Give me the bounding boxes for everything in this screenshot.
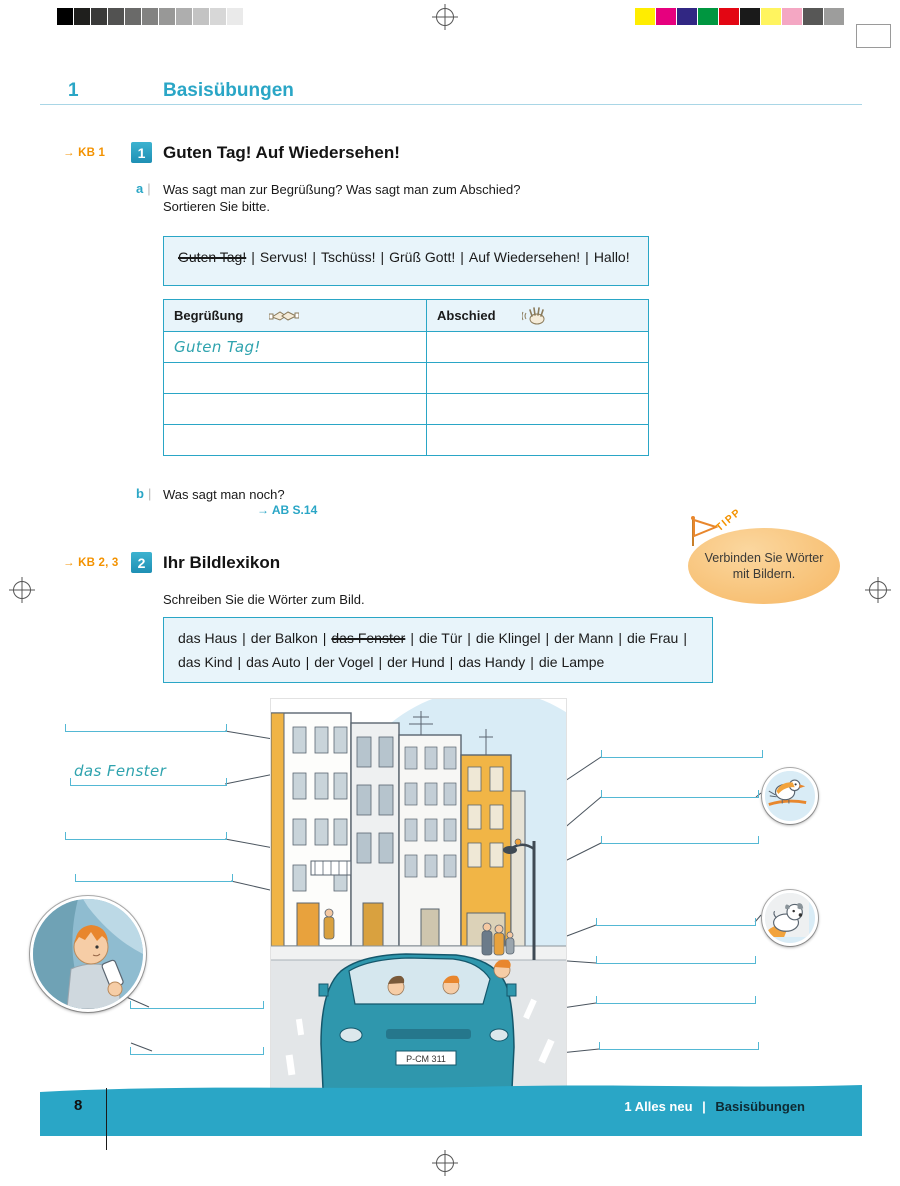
page-number: 8 <box>74 1097 83 1114</box>
wordbank-word: das Auto <box>246 654 301 670</box>
column-header-label: Begrüßung <box>174 308 244 323</box>
answer-blank-left-6[interactable] <box>130 1047 264 1055</box>
wordbank-separator: | <box>545 630 550 646</box>
table-header-begruessung <box>164 300 427 332</box>
wordbank-word: die Lampe <box>538 654 605 670</box>
exercise1-number-badge: 1 <box>131 142 152 163</box>
print-swatch <box>824 8 844 25</box>
print-swatch <box>91 8 107 25</box>
ab-reference-link[interactable]: → AB S.14 <box>257 503 318 517</box>
exercise1-title: Guten Tag! Auf Wiedersehen! <box>163 143 400 162</box>
table-cell[interactable] <box>164 332 427 363</box>
grayscale-print-bar <box>57 8 260 25</box>
wordbank-word: der Hund <box>387 654 445 670</box>
print-swatch <box>159 8 175 25</box>
wordbank-word: Servus! <box>259 249 308 265</box>
word-bank-greetings <box>163 236 649 286</box>
table-header-row <box>164 300 649 332</box>
street-scene-illustration <box>270 698 567 1112</box>
wordbank-word: Grüß Gott! <box>389 249 456 265</box>
tip-text: Verbinden Sie Wörter mit Bildern. <box>704 551 824 581</box>
page-title: Basisübungen <box>163 80 294 101</box>
man-figure <box>324 909 334 939</box>
chapter-number: 1 <box>68 80 79 101</box>
answer-blank-right-1[interactable] <box>601 750 763 758</box>
print-swatch <box>108 8 124 25</box>
answer-blank-left-3[interactable] <box>65 832 227 840</box>
answer-blank-right-5[interactable] <box>596 956 756 964</box>
wordbank-separator: | <box>683 630 687 646</box>
answer-blank-left-1[interactable] <box>65 724 227 732</box>
table-cell[interactable] <box>164 363 427 394</box>
table-cell[interactable] <box>427 394 649 425</box>
part-b-instruction: Was sagt man noch? <box>163 487 285 502</box>
table-header-abschied <box>427 300 649 332</box>
column-header-label: Abschied <box>437 308 496 323</box>
header-rule <box>40 104 862 105</box>
wordbank-separator: | <box>460 249 464 265</box>
wordbank-word: die Klingel <box>475 630 541 646</box>
answer-blank-right-2[interactable] <box>601 790 759 798</box>
print-swatch <box>635 8 655 25</box>
door <box>297 903 319 946</box>
wordbank-word: Tschüss! <box>321 249 376 265</box>
print-swatch <box>244 8 260 25</box>
crosshair-mark-bottom <box>432 1150 458 1176</box>
tipp-flag-icon <box>686 514 720 548</box>
kb-arrow-icon: → <box>63 557 75 569</box>
tipp-flag-label: TIPP <box>713 505 744 535</box>
sorting-table <box>163 299 649 456</box>
print-swatch <box>210 8 226 25</box>
table-row <box>164 332 649 363</box>
part-b-label: b | <box>136 486 152 501</box>
wordbank-word: das Kind <box>178 654 233 670</box>
wordbank-separator: | <box>467 630 471 646</box>
print-swatch <box>782 8 802 25</box>
print-swatch <box>176 8 192 25</box>
bird-on-lamp <box>515 839 521 845</box>
ref-arrow-icon: → <box>257 503 269 517</box>
print-swatch <box>142 8 158 25</box>
wordbank-separator: | <box>530 654 534 670</box>
part-a-label: a | <box>136 181 151 196</box>
kb-reference-1: → KB 1 <box>63 147 106 159</box>
crosshair-mark-right <box>865 577 891 603</box>
print-swatch <box>761 8 781 25</box>
wordbank-word: das Handy <box>458 654 526 670</box>
answer-blank-left-4[interactable] <box>75 874 233 882</box>
answer-blank-right-3[interactable] <box>601 836 759 844</box>
wordbank-separator: | <box>380 249 385 265</box>
print-swatch <box>57 8 73 25</box>
exercise2-number-badge: 2 <box>131 552 152 573</box>
part-a-instruction-1: Was sagt man zur Begrüßung? Was sagt man zum Abschied? <box>163 182 521 197</box>
print-swatch <box>125 8 141 25</box>
print-swatch <box>656 8 676 25</box>
handshake-icon <box>269 308 299 324</box>
table-row <box>164 394 649 425</box>
color-print-bar <box>635 8 844 25</box>
crosshair-mark-top <box>432 4 458 30</box>
footer-divider: | <box>702 1099 706 1114</box>
print-swatch <box>740 8 760 25</box>
wordbank-word: der Balkon <box>250 630 318 646</box>
word-bank-bildlexikon <box>163 617 713 683</box>
print-swatch <box>193 8 209 25</box>
wordbank-separator: | <box>449 654 454 670</box>
answer-blank-right-4[interactable] <box>596 918 756 926</box>
footer-chapter-label: 1 Alles neu <box>624 1099 693 1114</box>
footer-section-label: Basisübungen <box>715 1099 805 1114</box>
exercise2-title: Ihr Bildlexikon <box>163 553 281 572</box>
print-swatch <box>719 8 739 25</box>
wordbank-word: die Frau <box>626 630 679 646</box>
wordbank-word: Auf Wiedersehen! <box>468 249 581 265</box>
registration-box <box>856 24 891 48</box>
dog-vignette <box>762 890 818 946</box>
handwritten-answer: Guten Tag! <box>174 338 261 356</box>
van <box>319 954 516 1099</box>
print-swatch <box>227 8 243 25</box>
wordbank-separator: | <box>410 630 414 646</box>
handwritten-answer-fenster: das Fenster <box>74 762 167 780</box>
wordbank-separator: | <box>585 249 589 265</box>
kb-arrow-icon: → <box>63 147 75 159</box>
wordbank-separator: | <box>242 630 246 646</box>
exercise2-instruction: Schreiben Sie die Wörter zum Bild. <box>163 592 365 607</box>
part-label-divider: | <box>147 486 152 501</box>
table-cell[interactable] <box>164 394 427 425</box>
print-swatch <box>74 8 90 25</box>
wordbank-separator: | <box>237 654 242 670</box>
balcony <box>311 861 351 875</box>
wordbank-word: die Tür <box>418 630 463 646</box>
wordbank-word: Guten Tag! <box>178 249 247 265</box>
wordbank-separator: | <box>322 630 327 646</box>
table-row <box>164 363 649 394</box>
wordbank-separator: | <box>378 654 383 670</box>
answer-blank-left-5[interactable] <box>130 1001 264 1009</box>
wordbank-separator: | <box>312 249 316 265</box>
part-label-divider: | <box>147 181 151 196</box>
wordbank-word: das Haus <box>178 630 238 646</box>
wordbank-word: der Vogel <box>314 654 374 670</box>
bird-vignette <box>762 768 818 824</box>
answer-blank-right-6[interactable] <box>596 996 756 1004</box>
table-cell[interactable] <box>427 332 649 363</box>
waving-hand-icon <box>522 307 548 325</box>
child-with-phone-vignette <box>30 896 146 1012</box>
table-cell[interactable] <box>164 425 427 456</box>
table-body <box>164 332 649 456</box>
answer-blank-left-2[interactable] <box>70 778 227 786</box>
table-cell[interactable] <box>427 363 649 394</box>
wordbank-separator: | <box>251 249 255 265</box>
wordbank-separator: | <box>305 654 310 670</box>
answer-blank-right-7[interactable] <box>599 1042 759 1050</box>
wordbank-word: der Mann <box>554 630 614 646</box>
wordbank-separator: | <box>618 630 622 646</box>
footer-fold-mark <box>106 1088 107 1150</box>
print-swatch <box>803 8 823 25</box>
license-plate-text: P-CM 311 <box>406 1054 446 1064</box>
print-swatch <box>698 8 718 25</box>
kb-reference-2: → KB 2, 3 <box>63 557 119 569</box>
print-swatch <box>677 8 697 25</box>
table-cell[interactable] <box>427 425 649 456</box>
table-row <box>164 425 649 456</box>
wordbank-word: Hallo! <box>593 249 630 265</box>
footer-breadcrumb <box>624 1099 805 1114</box>
part-a-instruction-2: Sortieren Sie bitte. <box>163 199 270 214</box>
crosshair-mark-left <box>9 577 35 603</box>
wordbank-word: das Fenster <box>331 630 406 646</box>
